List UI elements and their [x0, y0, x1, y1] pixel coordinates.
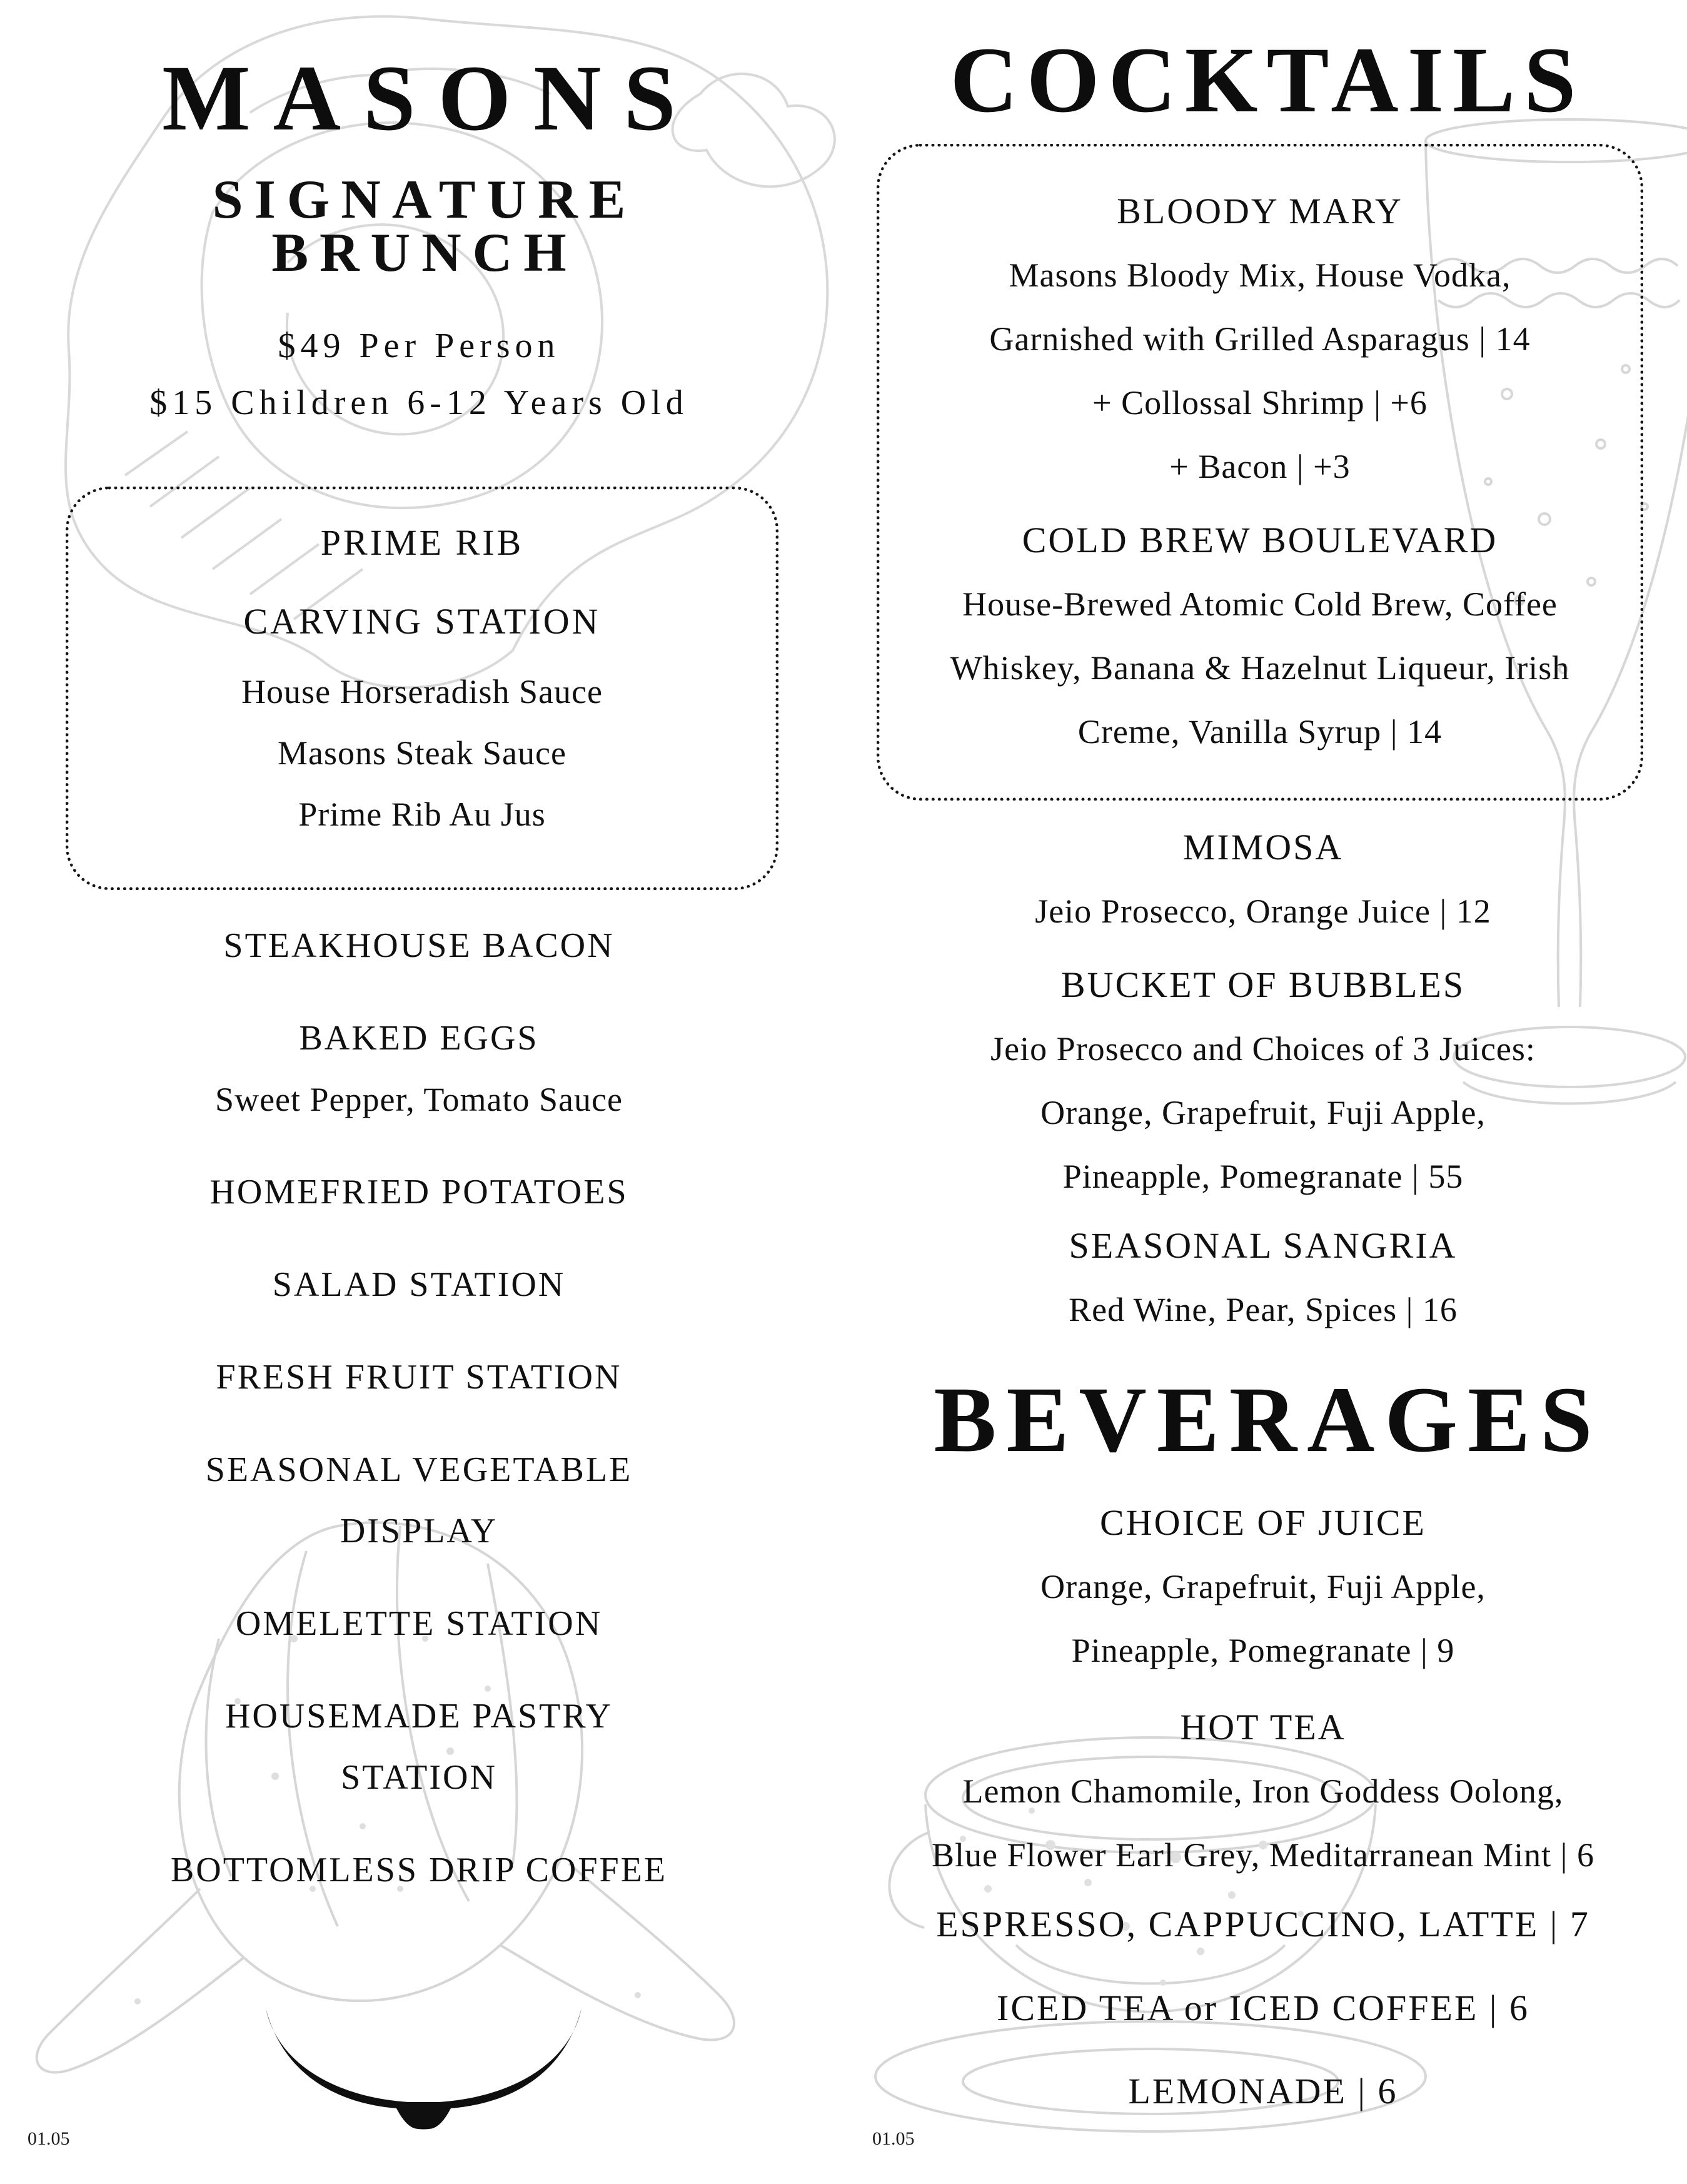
horns-ornament	[259, 2005, 588, 2130]
carving-box-title-line-1: PRIME RIB	[320, 522, 524, 563]
cocktail-desc: Pineapple, Pomegranate | 55	[1062, 1158, 1464, 1195]
cocktail-name: COLD BREW BOULEVARD	[1022, 520, 1498, 560]
beverage-item	[863, 1491, 1663, 1682]
cocktail-desc: Jeio Prosecco and Choices of 3 Juices:	[990, 1030, 1536, 1068]
price-adult: $49 Per Person	[278, 326, 560, 365]
restaurant-title: MASONS	[162, 46, 698, 150]
station-desc: Sweet Pepper, Tomato Sauce	[215, 1081, 623, 1118]
beverage-item	[863, 1893, 1663, 1956]
footer-code-left: 01.05	[28, 2128, 70, 2149]
beverage-desc: Pineapple, Pomegranate | 9	[1071, 1632, 1455, 1669]
beverage-name: ICED TEA or ICED COFFEE | 6	[997, 1988, 1529, 2028]
carving-station-box	[66, 487, 778, 890]
station-name: OMELETTE STATION	[235, 1604, 603, 1643]
beverage-item	[863, 2060, 1663, 2123]
station-item	[209, 1161, 628, 1223]
right-column	[863, 0, 1663, 2123]
cocktail-desc: Garnished with Grilled Asparagus | 14	[989, 320, 1531, 358]
cocktail-desc: Jeio Prosecco, Orange Juice | 12	[1035, 892, 1491, 930]
station-item	[236, 1593, 602, 1654]
station-item	[216, 1347, 622, 1408]
beverage-name: LEMONADE | 6	[1128, 2071, 1398, 2111]
station-item	[206, 1439, 633, 1562]
cocktail-desc: Masons Bloody Mix, House Vodka,	[1009, 256, 1511, 294]
beverage-desc: Blue Flower Earl Grey, Meditarranean Mint | 6	[931, 1836, 1594, 1874]
station-name: STEAKHOUSE BACON	[223, 926, 615, 965]
carving-box-items	[69, 661, 775, 845]
station-item	[273, 1254, 566, 1315]
cocktail-item	[863, 816, 1663, 943]
beverage-name: HOT TEA	[1180, 1707, 1346, 1747]
station-item	[223, 915, 614, 976]
featured-cocktails-box	[877, 144, 1643, 801]
carving-box-item: Masons Steak Sauce	[278, 734, 567, 772]
subtitle-line-1: SIGNATURE	[212, 169, 637, 230]
cocktail-desc: Creme, Vanilla Syrup | 14	[1077, 713, 1443, 751]
beverage-name: CHOICE OF JUICE	[1100, 1502, 1426, 1543]
beverages-title: BEVERAGES	[934, 1368, 1603, 1472]
cocktail-name: SEASONAL SANGRIA	[1069, 1225, 1458, 1266]
cocktail-desc: Orange, Grapefruit, Fuji Apple,	[1040, 1094, 1486, 1131]
cocktail-item	[880, 508, 1640, 764]
footer-code-right: 01.05	[872, 2128, 915, 2149]
beverage-item	[863, 1696, 1663, 1887]
carving-box-item: House Horseradish Sauce	[241, 673, 603, 710]
station-name: BOTTOMLESS DRIP COFFEE	[170, 1851, 668, 1889]
station-name: STATION	[341, 1758, 497, 1797]
cocktails-title: COCKTAILS	[950, 28, 1585, 132]
beverage-item	[863, 1976, 1663, 2040]
station-name: DISPLAY	[340, 1512, 498, 1550]
station-name: SEASONAL VEGETABLE	[205, 1450, 633, 1489]
station-name: HOUSEMADE PASTRY	[224, 1697, 613, 1736]
brunch-stations	[31, 915, 807, 1901]
beverage-desc: Lemon Chamomile, Iron Goddess Oolong,	[962, 1772, 1564, 1810]
cocktail-name: BLOODY MARY	[1117, 191, 1403, 231]
cocktail-desc: House-Brewed Atomic Cold Brew, Coffee	[962, 585, 1558, 623]
station-name: SALAD STATION	[272, 1265, 566, 1304]
pricing	[31, 318, 807, 432]
cocktail-desc: Red Wine, Pear, Spices | 16	[1069, 1291, 1458, 1328]
station-item	[171, 1839, 667, 1901]
carving-box-title-line-2: CARVING STATION	[243, 601, 601, 642]
carving-box-item: Prime Rib Au Jus	[298, 796, 546, 833]
cocktail-item	[863, 953, 1663, 1208]
beverage-name: ESPRESSO, CAPPUCCINO, LATTE | 7	[936, 1904, 1590, 1944]
cocktail-item	[880, 179, 1640, 498]
brunch-subtitle	[31, 169, 807, 283]
left-column	[31, 0, 807, 1901]
station-name: FRESH FRUIT STATION	[216, 1358, 622, 1397]
cocktail-name: MIMOSA	[1182, 827, 1344, 867]
cocktail-item	[863, 1214, 1663, 1342]
station-item	[225, 1686, 613, 1808]
station-name: HOMEFRIED POTATOES	[209, 1173, 628, 1211]
cocktail-desc: Whiskey, Banana & Hazelnut Liqueur, Irish	[950, 649, 1570, 687]
cocktail-desc: + Collossal Shrimp | +6	[1092, 384, 1428, 422]
station-item	[215, 1008, 623, 1130]
price-children: $15 Children 6-12 Years Old	[149, 383, 688, 422]
cocktail-desc: + Bacon | +3	[1169, 448, 1351, 485]
cocktail-name: BUCKET OF BUBBLES	[1060, 964, 1466, 1005]
subtitle-line-2: BRUNCH	[271, 223, 578, 283]
beverage-desc: Orange, Grapefruit, Fuji Apple,	[1040, 1568, 1486, 1605]
carving-box-title	[69, 503, 775, 661]
station-name: BAKED EGGS	[299, 1019, 539, 1058]
